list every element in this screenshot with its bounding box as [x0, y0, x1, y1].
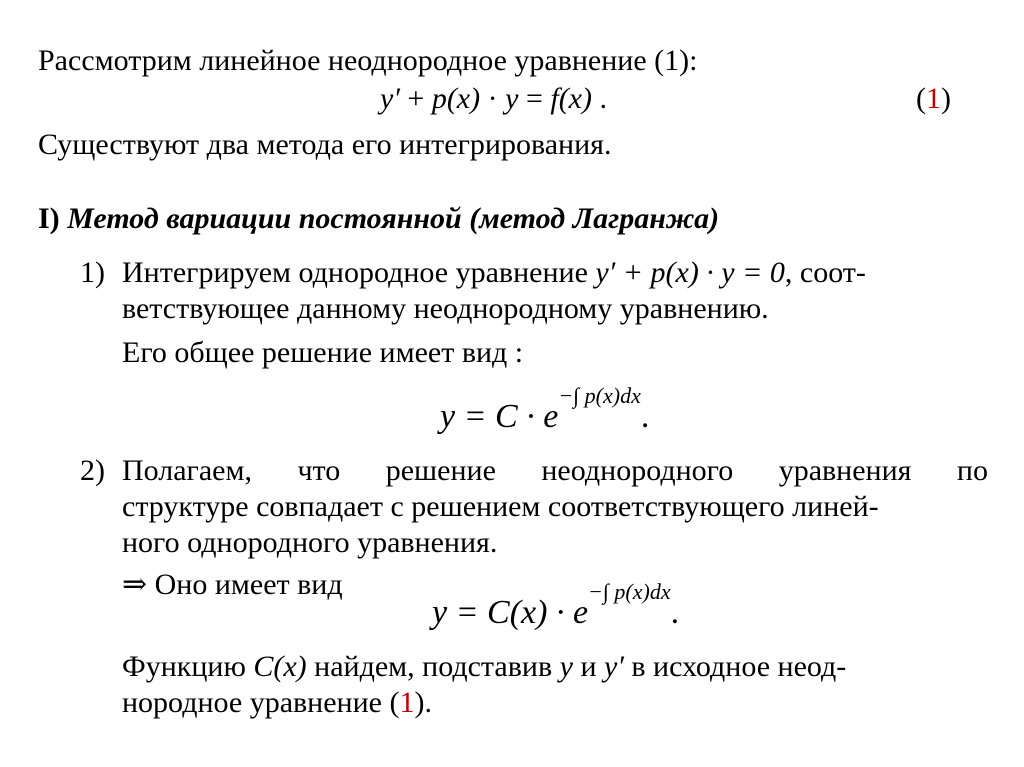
step2-cx: C(x) — [253, 650, 307, 683]
eq-dot: · — [487, 82, 498, 115]
method-number: I) — [38, 202, 60, 235]
intro-line-2: Существуют два метода его интегрирования. — [38, 128, 612, 161]
eq-px: p(x) — [431, 82, 481, 115]
eq-equals: = — [525, 82, 543, 115]
step2-line-1: Полагаем, что решение неоднородного уравнения по — [122, 454, 988, 487]
equation-1 — [380, 82, 607, 116]
step2-yprime: y′ — [604, 650, 624, 683]
equation-label — [916, 82, 951, 116]
step2-line-2: структуре совпадает с решением соответствующего линей- — [122, 490, 879, 523]
eq-period: . — [599, 82, 607, 115]
step2-text-6a: нородное уравнение — [122, 686, 382, 719]
step2-text-5a: Функцию — [122, 650, 246, 683]
ref-open: ( — [389, 686, 400, 719]
step2-line-6 — [122, 686, 432, 720]
step2-text-5c: в исходное неод- — [631, 650, 847, 683]
step1-eq-inline: y′ + p(x) · y = 0 — [595, 256, 785, 289]
step1-line-1 — [122, 256, 866, 290]
formula2-exponent: −∫ p(x)dx — [588, 579, 671, 604]
formula2-lhs: y = C(x) · e — [432, 594, 589, 631]
eq-yprime: y′ — [380, 82, 400, 115]
label-open: ( — [916, 82, 926, 115]
intro-line-1: Рассмотрим линейное неоднородное уравнение (1): — [38, 44, 698, 77]
step1-text-a: Интегрируем однородное уравнение — [122, 256, 588, 289]
ref-num: 1 — [399, 686, 415, 719]
formula2-period: . — [670, 594, 680, 631]
formula-particular-form — [432, 579, 680, 632]
eq-plus: + — [407, 82, 425, 115]
formula1-period: . — [640, 398, 650, 435]
formula1-lhs: y = C · e — [440, 398, 559, 435]
step1-line-2: ветствующее данному неоднородному уравнению. — [122, 292, 769, 325]
step2-ref — [389, 686, 432, 719]
eq-y: y — [505, 82, 519, 115]
step2-text-5b: найдем, подставив — [314, 650, 553, 683]
step2-and: и — [580, 650, 597, 683]
formula1-exponent: −∫ p(x)dx — [558, 383, 641, 408]
ref-close: ). — [414, 686, 432, 719]
step2-line-3: ного однородного уравнения. — [122, 526, 498, 559]
eq-fx: f(x) — [550, 82, 592, 115]
label-close: ) — [941, 82, 951, 115]
method-title: Метод вариации постоянной (метод Лагранжа) — [67, 202, 720, 235]
formula-general-solution — [440, 383, 650, 436]
step2-y: y — [559, 650, 573, 683]
step2-line-5 — [122, 650, 846, 684]
step1-num: 1) — [80, 256, 105, 289]
step1-line-3: Его общее решение имеет вид : — [122, 336, 524, 369]
step2-text-4: Оно имеет вид — [154, 568, 343, 601]
step1-text-b: , соот- — [784, 256, 866, 289]
step2-line-4 — [122, 568, 343, 602]
label-num: 1 — [926, 82, 941, 115]
step2-num: 2) — [80, 454, 105, 487]
method-heading — [38, 202, 719, 236]
implies-icon: ⇒ — [122, 568, 148, 601]
